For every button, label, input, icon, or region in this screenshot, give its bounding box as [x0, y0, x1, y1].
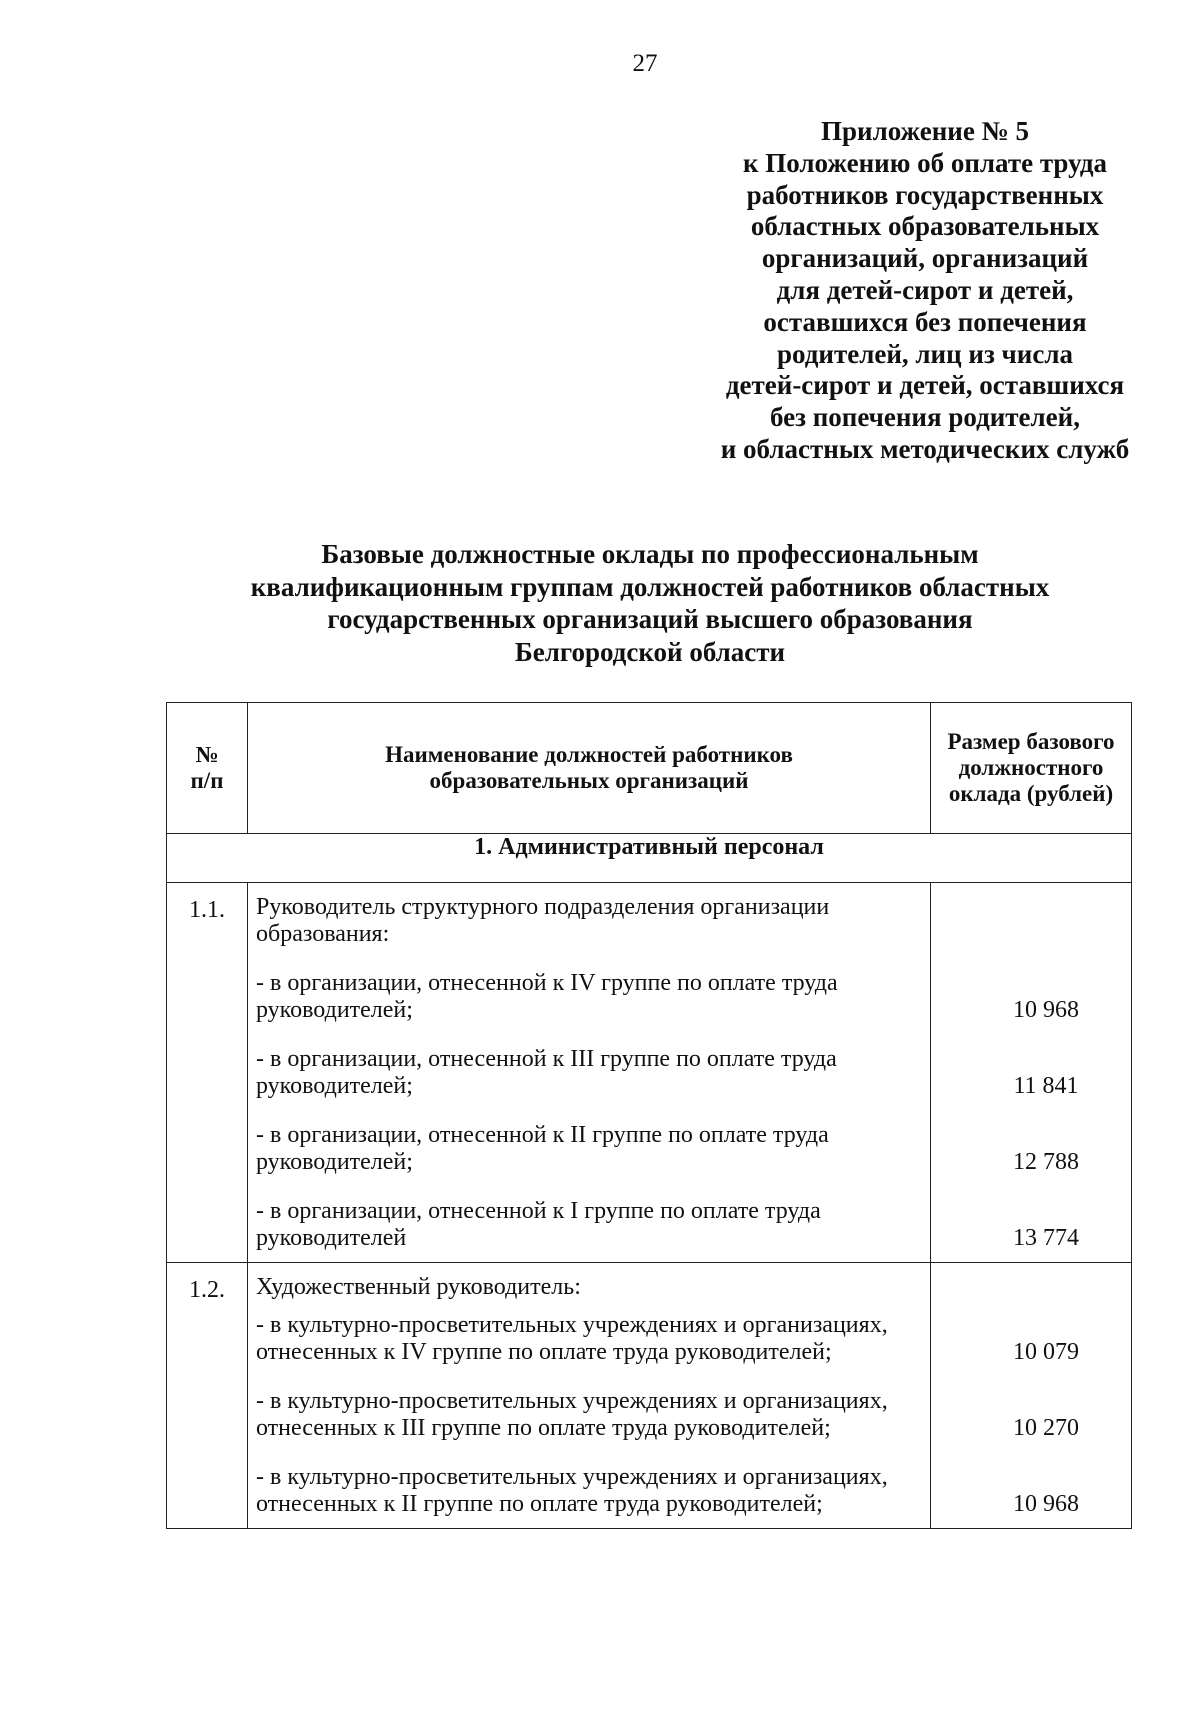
list-item: - в организации, отнесенной к II группе по оплате труда руководителей;: [256, 1122, 829, 1175]
appendix-line: оставшихся без попечения: [763, 306, 1087, 337]
row-salaries: [931, 883, 1132, 1263]
appendix-line: детей-сирот и детей, оставшихся: [725, 370, 1125, 401]
salary-value-cell: [939, 970, 1123, 1024]
list-item: - в организации, отнесенной к I группе по оплате труда руководителей: [256, 1198, 821, 1251]
group-heading: Художественный руководитель:: [256, 1274, 581, 1300]
salary-value-cell: [939, 1388, 1123, 1442]
header-position-name: [248, 703, 931, 834]
appendix-line: и областных методических служб: [720, 433, 1130, 464]
row-salaries: [931, 1263, 1132, 1529]
appendix-line: родителей, лиц из числа: [777, 338, 1073, 369]
appendix-line: областных образовательных: [750, 211, 1100, 242]
salary-value: 12 788: [1013, 1149, 1079, 1175]
table-row: [167, 1263, 1132, 1529]
group-heading-spacer: [939, 1274, 1123, 1302]
table-row: [167, 883, 1132, 1263]
list-item: - в культурно-просветительных учреждениях и организациях, отнесенных к IV группе по оплате труда руководителей;: [256, 1312, 888, 1365]
list-item: - в культурно-просветительных учреждениях и организациях, отнесенных к III группе по оплате труда руководителей;: [256, 1388, 888, 1441]
list-item: - в организации, отнесенной к III группе по оплате труда руководителей;: [256, 1046, 837, 1099]
section-title: 1. Административный персонал: [167, 834, 1132, 883]
salary-value: 10 270: [1013, 1415, 1079, 1441]
appendix-line: Приложение № 5: [821, 116, 1029, 146]
row-positions: [248, 1263, 931, 1529]
row-number: 1.1.: [167, 883, 248, 1263]
list-item: - в культурно-просветительных учреждениях и организациях, отнесенных к II группе по оплате труда руководителей;: [256, 1464, 888, 1517]
row-positions: [248, 883, 931, 1263]
salary-value-cell: [939, 1122, 1123, 1176]
salary-value-cell: [939, 1198, 1123, 1252]
header-salary-label: Размер базового должностного оклада (рублей): [947, 729, 1115, 806]
appendix-line: работников государственных: [746, 179, 1104, 210]
section-row: [167, 834, 1132, 883]
salary-value-cell: [939, 1312, 1123, 1366]
salary-value: 11 841: [1013, 1073, 1079, 1099]
appendix-line: без попечения родителей,: [770, 402, 1080, 433]
salary-value: 13 774: [1013, 1225, 1079, 1251]
header-number-label: № п/п: [190, 742, 224, 793]
document-title: [160, 538, 1140, 668]
row-number: 1.2.: [167, 1263, 248, 1529]
header-position-label: Наименование должностей работников образовательных организаций: [385, 742, 793, 793]
group-heading: Руководитель структурного подразделения организации образования:: [256, 894, 830, 947]
title-line: государственных организаций высшего образования: [327, 604, 973, 634]
title-line: Базовые должностные оклады по профессиональным: [321, 539, 979, 569]
salary-value-cell: [939, 1046, 1123, 1100]
title-line: квалификационным группам должностей работников областных: [250, 571, 1050, 602]
salary-value: 10 968: [1013, 1491, 1079, 1517]
appendix-line: для детей-сирот и детей,: [776, 274, 1074, 305]
table-header-row: [167, 703, 1132, 834]
salary-value: 10 079: [1013, 1339, 1079, 1365]
header-number: [167, 703, 248, 834]
group-heading-spacer: [939, 894, 1123, 948]
appendix-block: [660, 116, 1190, 466]
appendix-line: организаций, организаций: [761, 243, 1089, 274]
header-salary-size: [931, 703, 1132, 834]
salary-value: 10 968: [1013, 997, 1079, 1023]
salary-value-cell: [939, 1464, 1123, 1518]
list-item: - в организации, отнесенной к IV группе по оплате труда руководителей;: [256, 970, 838, 1023]
appendix-line: к Положению об оплате труда: [742, 147, 1108, 178]
title-line: Белгородской области: [514, 636, 786, 667]
salary-table: [166, 702, 1132, 1529]
page-number: 27: [632, 50, 658, 77]
